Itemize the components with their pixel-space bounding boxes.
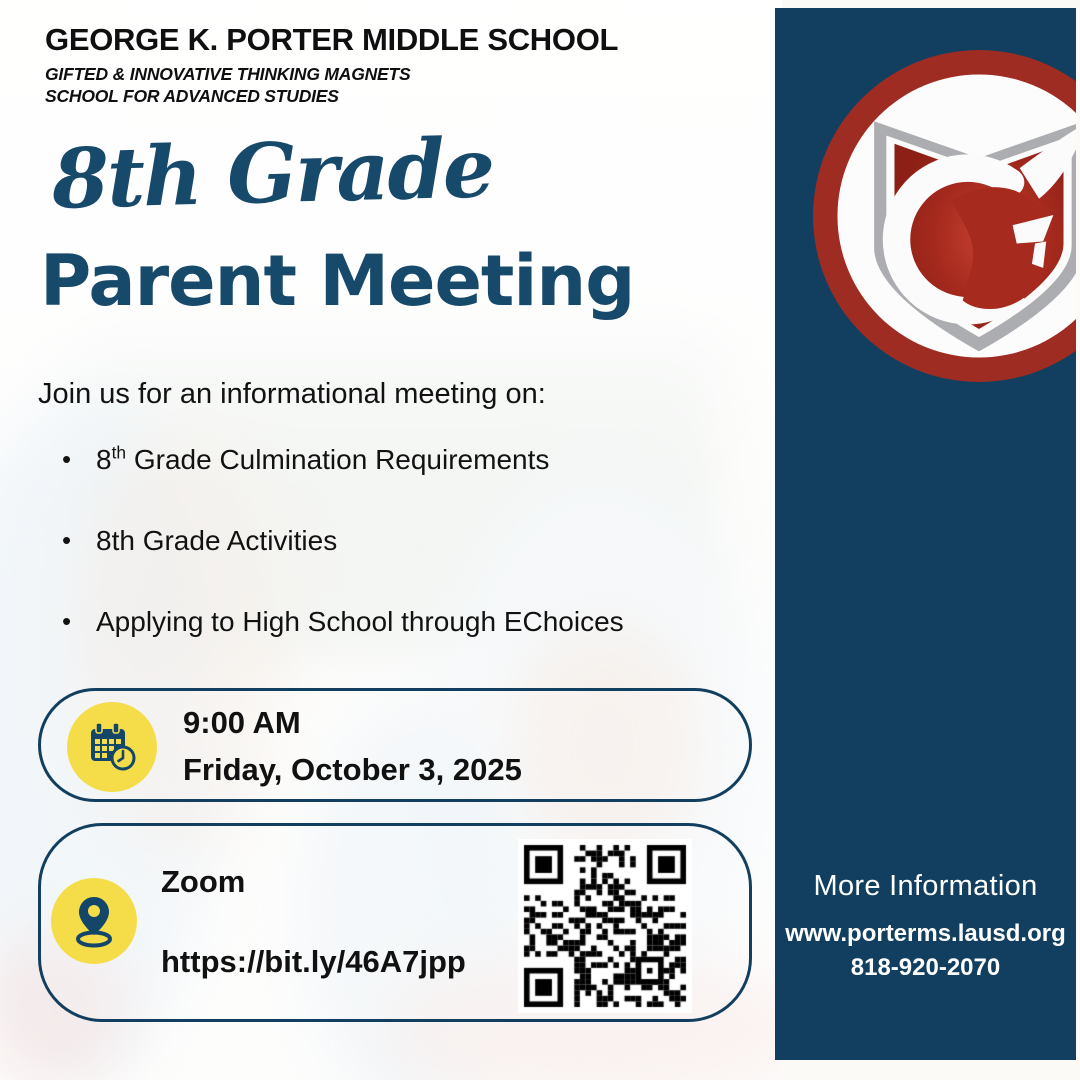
magnet-line-2: SCHOOL FOR ADVANCED STUDIES (45, 86, 339, 106)
list-item (38, 523, 738, 558)
school-website[interactable]: www.porterms.lausd.org (785, 920, 1066, 947)
title-script: 8th Grade (50, 120, 495, 228)
zoom-link[interactable]: https://bit.ly/46A7jpp (161, 944, 466, 979)
header (45, 22, 618, 107)
zoom-box (38, 823, 752, 1022)
bullet-dot-icon: • (62, 444, 72, 474)
list-item (38, 604, 738, 639)
meeting-time: 9:00 AM (183, 705, 301, 740)
list-item (38, 442, 738, 477)
location-icon-circle (51, 878, 137, 964)
meeting-date: Friday, October 3, 2025 (183, 752, 522, 787)
bullet-dot-icon: • (62, 525, 72, 555)
bullet-text: 8th Grade Culmination Requirements (96, 442, 550, 475)
info-panel (775, 8, 1076, 1060)
qr-code (518, 839, 692, 1013)
calendar-icon-circle (67, 702, 157, 792)
porter-spartan-shield-logo (811, 48, 1076, 384)
bullet-list (38, 442, 738, 685)
bullet-text: 8th Grade Activities (96, 525, 338, 556)
zoom-label: Zoom (161, 864, 246, 899)
location-pin-icon (68, 893, 120, 949)
bullet-text: Applying to High School through EChoices (96, 606, 624, 637)
schedule-box (38, 688, 752, 802)
school-name: GEORGE K. PORTER MIDDLE SCHOOL (45, 22, 619, 57)
more-information-heading: More Information (813, 870, 1038, 902)
calendar-clock-icon (85, 720, 139, 774)
magnet-line-1: GIFTED & INNOVATIVE THINKING MAGNETS (45, 64, 411, 84)
school-phone: 818-920-2070 (850, 954, 1001, 981)
qr-code-canvas (518, 839, 692, 1013)
bullet-dot-icon: • (62, 606, 72, 636)
page-title: Parent Meeting (40, 240, 635, 322)
intro-text: Join us for an informational meeting on: (38, 378, 546, 410)
